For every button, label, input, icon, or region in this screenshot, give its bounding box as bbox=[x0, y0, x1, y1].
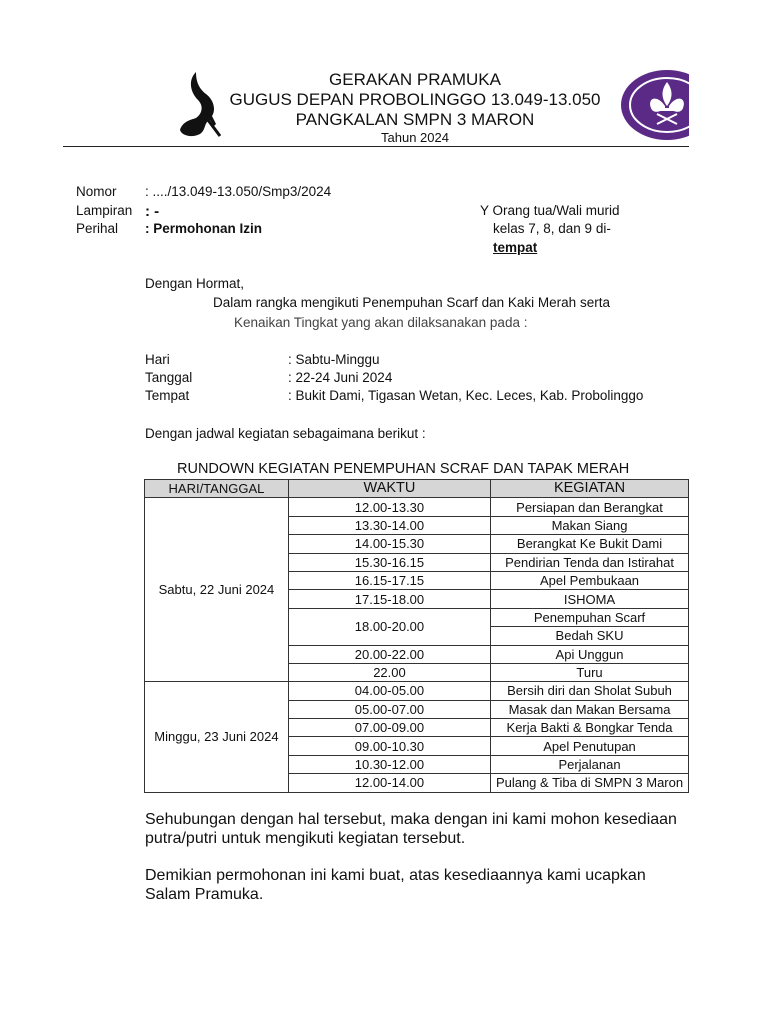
col-header-time: WAKTU bbox=[288, 480, 490, 498]
time-cell: 12.00-13.30 bbox=[288, 498, 490, 516]
perihal-value: : Permohonan Izin bbox=[145, 221, 263, 236]
lampiran-value: : - bbox=[145, 203, 160, 220]
activity-cell: Penempuhan Scarf bbox=[491, 608, 689, 626]
closing-p1-line2: putra/putri untuk mengikuti kegiatan tersebut. bbox=[145, 830, 466, 847]
activity-cell: Perjalanan bbox=[491, 755, 689, 773]
time-cell: 10.30-12.00 bbox=[288, 755, 490, 773]
pangkalan-line: PANGKALAN SMPN 3 MARON bbox=[295, 110, 535, 129]
time-cell: 20.00-22.00 bbox=[288, 645, 490, 663]
activity-cell: ISHOMA bbox=[491, 590, 689, 608]
time-cell: 05.00-07.00 bbox=[288, 700, 490, 718]
intro-line1: Dalam rangka mengikuti Penempuhan Scarf dan Kaki Merah serta bbox=[213, 295, 610, 310]
header-divider bbox=[63, 146, 689, 147]
activity-cell: Bedah SKU bbox=[491, 627, 689, 645]
time-cell: 09.00-10.30 bbox=[288, 737, 490, 755]
table-header-row bbox=[145, 480, 689, 498]
greeting: Dengan Hormat, bbox=[145, 276, 245, 291]
closing-p2-line1: Demikian permohonan ini kami buat, atas kesediaannya kami ucapkan bbox=[145, 867, 646, 884]
rundown-title: RUNDOWN KEGIATAN PENEMPUHAN SCRAF DAN TAPAK MERAH bbox=[177, 461, 630, 477]
activity-cell: Kerja Bakti & Bongkar Tenda bbox=[491, 719, 689, 737]
rundown-table bbox=[144, 479, 689, 793]
activity-cell: Apel Pembukaan bbox=[491, 571, 689, 589]
hari-label: Hari bbox=[145, 352, 170, 367]
activity-cell: Api Unggun bbox=[491, 645, 689, 663]
table-row bbox=[145, 682, 689, 700]
time-cell: 18.00-20.00 bbox=[288, 608, 490, 645]
tempat-label: Tempat bbox=[145, 388, 190, 403]
time-cell: 15.30-16.15 bbox=[288, 553, 490, 571]
tanggal-value: : 22-24 Juni 2024 bbox=[288, 370, 393, 385]
activity-cell: Bersih diri dan Sholat Subuh bbox=[491, 682, 689, 700]
org-name: GERAKAN PRAMUKA bbox=[329, 70, 501, 89]
lampiran-label: Lampiran bbox=[76, 203, 133, 218]
hari-value: : Sabtu-Minggu bbox=[288, 352, 380, 367]
year-line: Tahun 2024 bbox=[381, 130, 449, 145]
intro-line2: Kenaikan Tingkat yang akan dilaksanakan pada : bbox=[234, 315, 528, 330]
activity-cell: Turu bbox=[491, 663, 689, 681]
time-cell: 07.00-09.00 bbox=[288, 719, 490, 737]
activity-cell: Berangkat Ke Bukit Dami bbox=[491, 535, 689, 553]
time-cell: 16.15-17.15 bbox=[288, 571, 490, 589]
activity-cell: Makan Siang bbox=[491, 516, 689, 534]
recipient-line1: Y Orang tua/Wali murid bbox=[480, 203, 620, 218]
nomor-label: Nomor bbox=[76, 184, 117, 199]
perihal-label: Perihal bbox=[76, 221, 119, 236]
table-row bbox=[145, 498, 689, 516]
time-cell: 14.00-15.30 bbox=[288, 535, 490, 553]
gugus-depan-line: GUGUS DEPAN PROBOLINGGO 13.049-13.050 bbox=[229, 90, 601, 109]
activity-cell: Persiapan dan Berangkat bbox=[491, 498, 689, 516]
schedule-intro: Dengan jadwal kegiatan sebagaimana berikut : bbox=[145, 426, 426, 441]
time-cell: 22.00 bbox=[288, 663, 490, 681]
activity-cell: Pulang & Tiba di SMPN 3 Maron bbox=[491, 774, 689, 792]
time-cell: 17.15-18.00 bbox=[288, 590, 490, 608]
col-header-activity: KEGIATAN bbox=[491, 480, 689, 498]
activity-cell: Apel Penutupan bbox=[491, 737, 689, 755]
tempat-value: : Bukit Dami, Tigasan Wetan, Kec. Leces, Kab. Probolinggo bbox=[288, 388, 644, 403]
recipient-line3: tempat bbox=[493, 240, 538, 255]
day-cell-saturday: Sabtu, 22 Juni 2024 bbox=[145, 498, 289, 682]
time-cell: 04.00-05.00 bbox=[288, 682, 490, 700]
recipient-line2: kelas 7, 8, dan 9 di- bbox=[493, 221, 611, 236]
time-cell: 12.00-14.00 bbox=[288, 774, 490, 792]
activity-cell: Pendirian Tenda dan Istirahat bbox=[491, 553, 689, 571]
closing-p1-line1: Sehubungan dengan hal tersebut, maka dengan ini kami mohon kesediaan bbox=[145, 811, 677, 828]
activity-cell: Masak dan Makan Bersama bbox=[491, 700, 689, 718]
nomor-value: : ..../13.049-13.050/Smp3/2024 bbox=[145, 184, 332, 199]
tanggal-label: Tanggal bbox=[145, 370, 193, 385]
col-header-day: HARI/TANGGAL bbox=[145, 480, 289, 498]
day-cell-sunday: Minggu, 23 Juni 2024 bbox=[145, 682, 289, 792]
closing-p2-line2: Salam Pramuka. bbox=[145, 886, 264, 903]
time-cell: 13.30-14.00 bbox=[288, 516, 490, 534]
